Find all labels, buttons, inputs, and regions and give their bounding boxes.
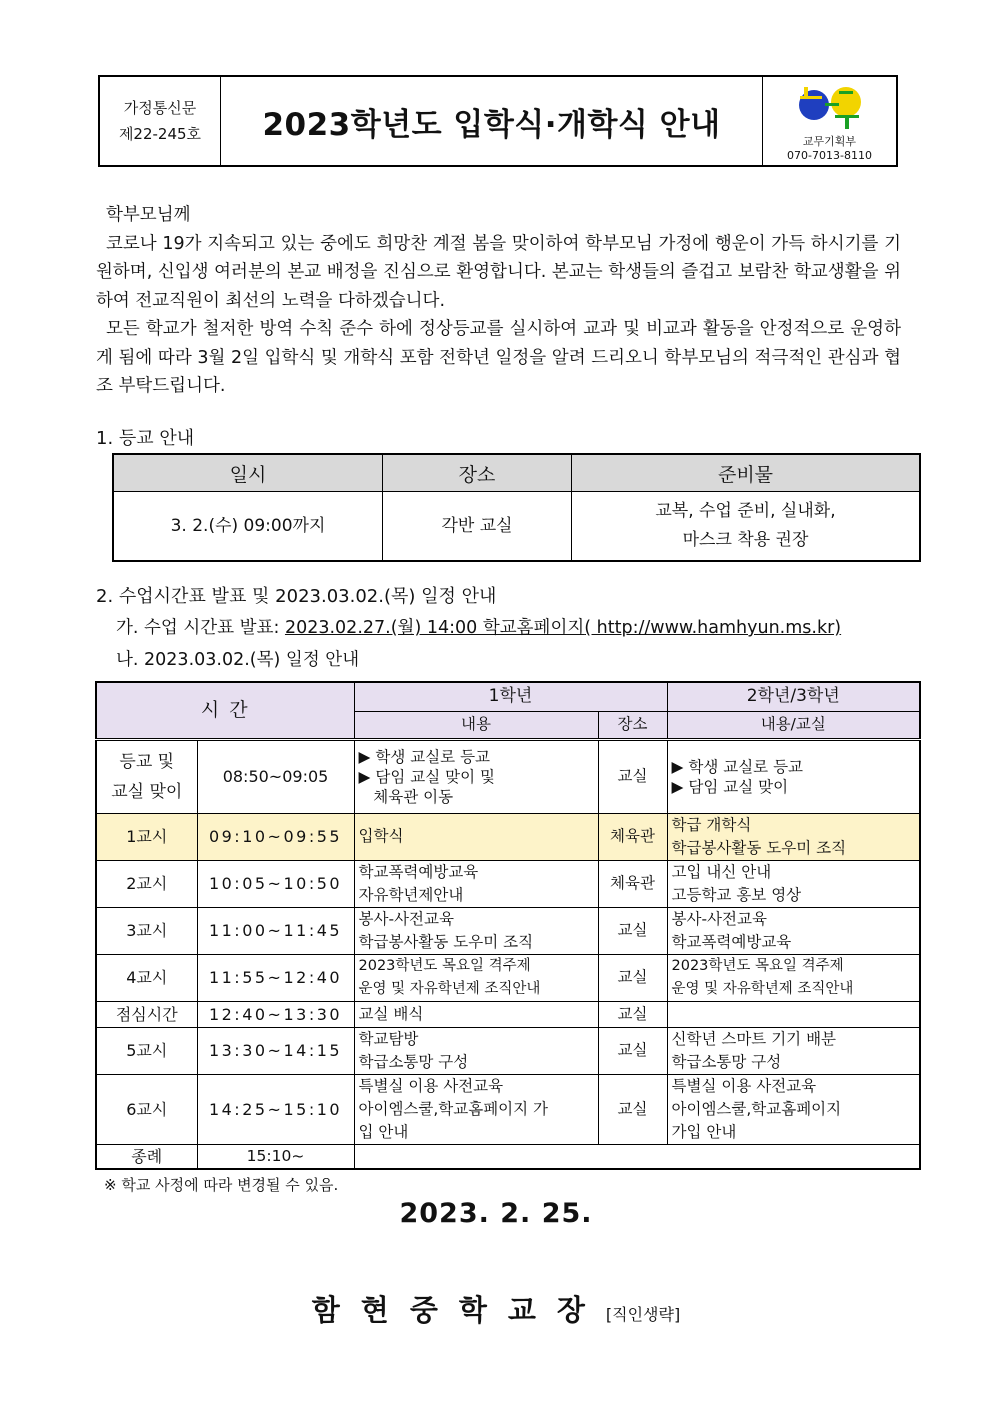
content-line: 운영 및 자유학년제 조직안내 — [671, 980, 854, 997]
schedule-table — [95, 681, 921, 1170]
period-cell: 1교시 — [96, 813, 197, 860]
grade1-content — [354, 739, 598, 813]
signature — [0, 1288, 992, 1329]
grade23-content — [667, 954, 920, 1001]
place-cell: 교실 — [598, 907, 667, 954]
seal-omitted-note: [직인생략] — [605, 1305, 681, 1324]
place-cell: 교실 — [598, 1001, 667, 1027]
content-line: 학급소통망 구성 — [671, 1052, 782, 1071]
content-line: 학교폭력예방교육 — [671, 932, 792, 951]
grade23-content — [667, 1074, 920, 1144]
grade23-content — [667, 1001, 920, 1027]
change-notice: ※ 학교 사정에 따라 변경될 수 있음. — [104, 1176, 339, 1194]
time-cell: 12:40~13:30 — [197, 1001, 354, 1027]
announcement-prefix: 가. 수업 시간표 발표: — [116, 618, 285, 638]
grade1-content — [354, 954, 598, 1001]
table-header-row — [113, 454, 920, 492]
table-row — [96, 860, 920, 907]
header-time: 시 간 — [96, 682, 354, 739]
header-place: 장소 — [598, 711, 667, 739]
content-line: 2023학년도 목요일 격주제 — [358, 957, 531, 974]
place-cell: 체육관 — [598, 860, 667, 907]
arrival-table — [112, 453, 921, 562]
content-line: ▶ 담임 교실 맞이 — [671, 777, 789, 796]
issue-date: 2023. 2. 25. — [399, 1198, 593, 1229]
arrival-items — [572, 492, 921, 562]
intro-text — [96, 201, 901, 401]
page-title: 2023학년도 입학식·개학식 안내 — [262, 106, 721, 143]
table-row — [96, 739, 920, 813]
items-line-2: 마스크 착용 권장 — [682, 530, 809, 550]
grade1-content — [354, 1027, 598, 1074]
grade1-content — [354, 1001, 598, 1027]
timetable-announcement — [116, 614, 841, 639]
header-grade23: 2학년/3학년 — [667, 682, 920, 711]
document-header — [98, 75, 898, 167]
col-date: 일시 — [113, 454, 383, 492]
place-cell: 교실 — [598, 1027, 667, 1074]
period-cell: 5교시 — [96, 1027, 197, 1074]
content-line: 특별실 이용 사전교육 — [671, 1076, 817, 1095]
content-line: ▶ 담임 교실 맞이 및 — [358, 767, 495, 786]
content-line: 신학년 스마트 기기 배분 — [671, 1029, 837, 1048]
content-line: 봉사-사전교육 — [358, 909, 454, 928]
period-cell — [96, 739, 197, 813]
doc-type: 가정통신문 — [123, 99, 197, 117]
table-row — [113, 492, 920, 562]
grade1-content — [354, 1074, 598, 1144]
period-label-2: 교실 맞이 — [111, 781, 183, 802]
school-logo-icon — [797, 83, 863, 133]
table-row — [96, 1001, 920, 1027]
place-cell: 교실 — [598, 1074, 667, 1144]
period-cell: 종례 — [96, 1144, 197, 1169]
section2-heading: 2. 수업시간표 발표 및 2023.03.02.(목) 일정 안내 — [96, 586, 497, 607]
content-line: 입 안내 — [358, 1122, 409, 1141]
content-line: 아이엠스쿨,학교홈페이지 가 — [358, 1099, 549, 1118]
period-label-1: 등교 및 — [119, 751, 175, 772]
doc-number: 제22-245호 — [118, 125, 202, 143]
content-line: 자유학년제안내 — [358, 885, 464, 904]
content-line: 학급소통망 구성 — [358, 1052, 469, 1071]
principal-name: 함현중학교장 — [311, 1293, 606, 1327]
period-cell: 4교시 — [96, 954, 197, 1001]
doc-info — [100, 77, 221, 165]
items-line-1: 교복, 수업 준비, 실내화, — [655, 501, 836, 521]
content-line: 교실 배식 — [358, 1004, 424, 1023]
time-cell: 15:10~ — [197, 1144, 354, 1169]
intro-paragraph-1: 코로나 19가 지속되고 있는 중에도 희망찬 계절 봄을 맞이하여 학부모님 가정에 행운이 가득 하시기를 기원하며, 신입생 여러분의 본교 배정을 진심으로 환영합니다. 본교는 학생들의 즐겁고 보람찬 학교생활을 위하여 전교직원이 최선의 노력을 다하겠습니다. — [96, 233, 901, 311]
col-place: 장소 — [383, 454, 572, 492]
content-line: 아이엠스쿨,학교홈페이지 — [671, 1099, 842, 1118]
grade1-content — [354, 860, 598, 907]
content-line: 특별실 이용 사전교육 — [358, 1076, 504, 1095]
department-name: 교무기획부 — [802, 135, 857, 148]
time-cell: 11:55~12:40 — [197, 954, 354, 1001]
school-logo-box — [762, 77, 896, 165]
arrival-date: 3. 2.(수) 09:00까지 — [113, 492, 383, 562]
time-cell: 09:10~09:55 — [197, 813, 354, 860]
header-grade1: 1학년 — [354, 682, 667, 711]
greeting: 학부모님께 — [106, 205, 191, 225]
time-cell: 10:05~10:50 — [197, 860, 354, 907]
grade23-content — [667, 860, 920, 907]
content-line: 봉사-사전교육 — [671, 909, 767, 928]
time-cell: 14:25~15:10 — [197, 1074, 354, 1144]
header-content: 내용 — [354, 711, 598, 739]
content-line: 학교탐방 — [358, 1029, 419, 1048]
content-line: ▶ 학생 교실로 등교 — [671, 757, 804, 776]
table-row — [96, 813, 920, 860]
section1-heading: 1. 등교 안내 — [96, 428, 195, 449]
arrival-place: 각반 교실 — [383, 492, 572, 562]
place-cell: 교실 — [598, 954, 667, 1001]
time-cell: 11:00~11:45 — [197, 907, 354, 954]
content-line: 학급 개학식 — [671, 815, 752, 834]
homepage-link[interactable]: ( http://www.hamhyun.ms.kr) — [584, 618, 842, 638]
content-line: 고입 내신 안내 — [671, 862, 772, 881]
period-cell: 3교시 — [96, 907, 197, 954]
period-cell: 2교시 — [96, 860, 197, 907]
grade1-content — [354, 907, 598, 954]
content-line: 학교폭력예방교육 — [358, 862, 479, 881]
content-line: 입학식 — [358, 827, 404, 845]
announcement-date: 2023.02.27.(월) 14:00 학교홈페이지 — [284, 618, 585, 638]
content-line: 학급봉사활동 도우미 조직 — [671, 838, 847, 857]
content-line: 운영 및 자유학년제 조직안내 — [358, 980, 541, 997]
grade23-content — [667, 739, 920, 813]
period-cell: 6교시 — [96, 1074, 197, 1144]
department-phone: 070-7013-8110 — [787, 149, 872, 162]
place-cell: 체육관 — [598, 813, 667, 860]
schedule-subheading: 나. 2023.03.02.(목) 일정 안내 — [116, 650, 360, 670]
grade1-content — [354, 813, 598, 860]
schedule-header-row-1 — [96, 682, 920, 711]
time-cell: 08:50~09:05 — [197, 739, 354, 813]
intro-paragraph-2: 모든 학교가 철저한 방역 수칙 준수 하에 정상등교를 실시하여 교과 및 비교과 활동을 안정적으로 운영하게 됨에 따라 3월 2일 입학식 및 개학식 포함 전학년 일정을 알려 드리오니 학부모님의 적극적인 관심과 협조 부탁드립니다. — [96, 319, 901, 396]
period-cell: 점심시간 — [96, 1001, 197, 1027]
table-row — [96, 954, 920, 1001]
content-line: ▶ 학생 교실로 등교 — [358, 747, 491, 766]
content-line: 체육관 이동 — [358, 787, 454, 806]
content-line: 가입 안내 — [671, 1122, 737, 1141]
table-row — [96, 1144, 920, 1169]
content-line: 2023학년도 목요일 격주제 — [671, 957, 844, 974]
grade23-content — [667, 1027, 920, 1074]
table-row — [96, 907, 920, 954]
place-cell: 교실 — [598, 739, 667, 813]
table-row — [96, 1027, 920, 1074]
col-items: 준비물 — [572, 454, 921, 492]
grade23-content — [667, 813, 920, 860]
content-line: 고등학교 홍보 영상 — [671, 885, 802, 904]
content-line: 학급봉사활동 도우미 조직 — [358, 932, 534, 951]
time-cell: 13:30~14:15 — [197, 1027, 354, 1074]
grade23-content — [667, 907, 920, 954]
table-row — [96, 1074, 920, 1144]
header-content-room: 내용/교실 — [667, 711, 920, 739]
empty-cell — [354, 1144, 920, 1169]
